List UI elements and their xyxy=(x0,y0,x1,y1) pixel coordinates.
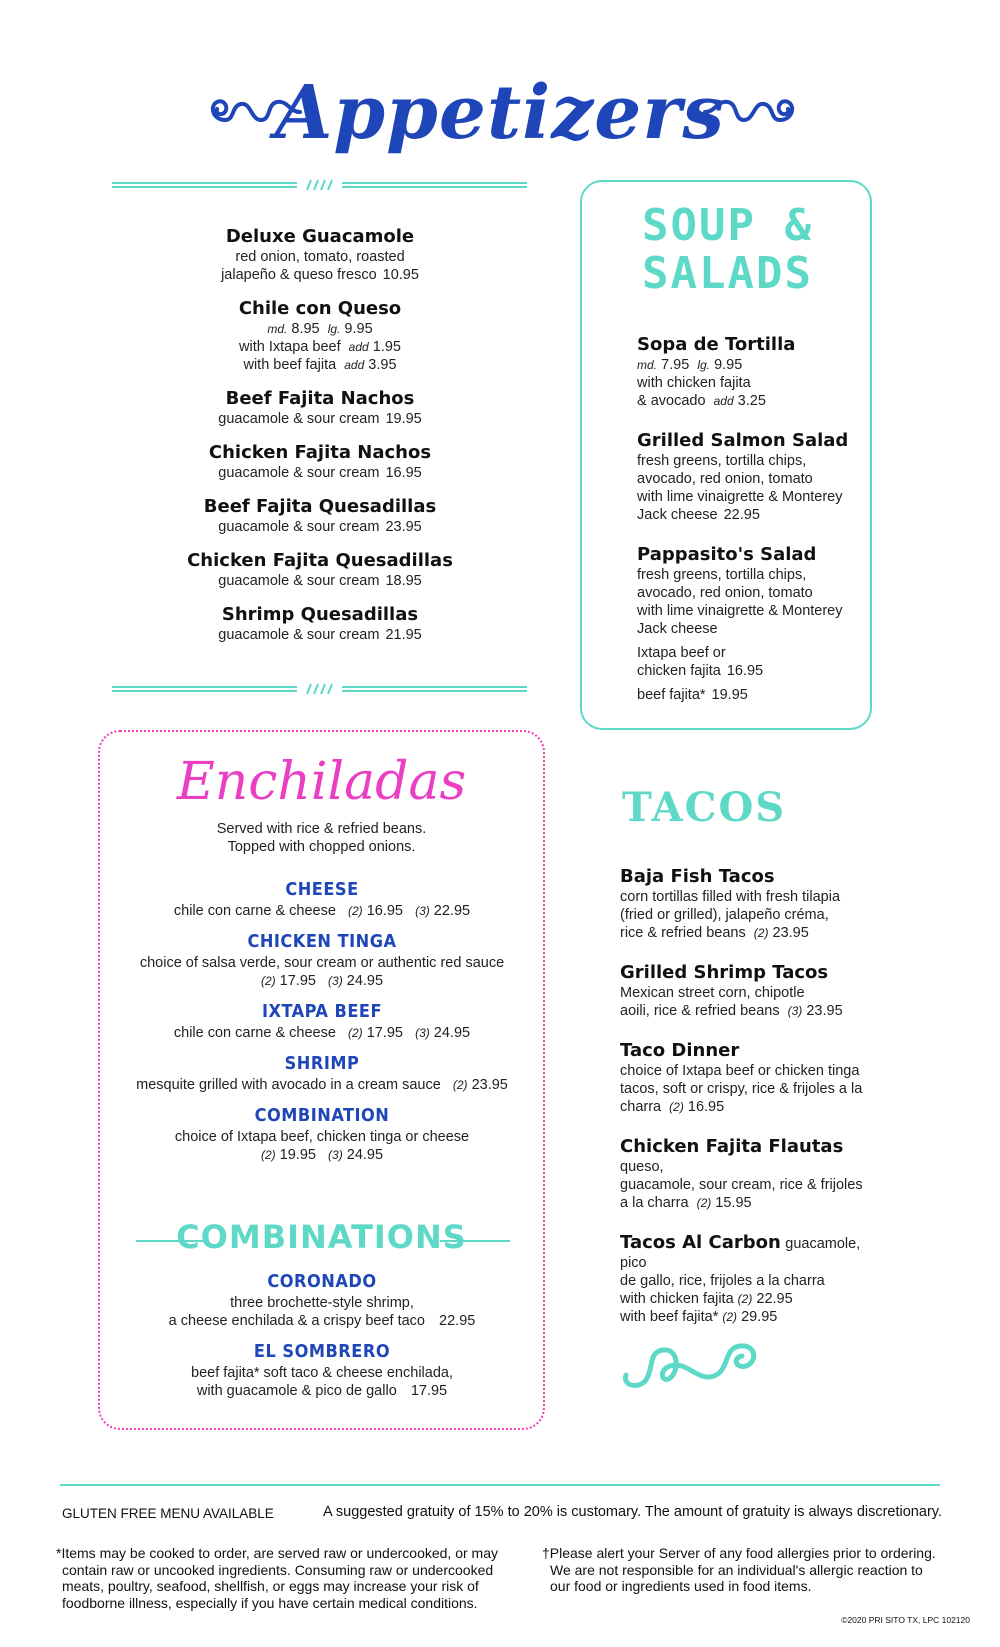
item-desc: guacamole & sour cream xyxy=(218,411,380,427)
item-name: EL SOMBRERO xyxy=(253,1341,391,1362)
footer-rule xyxy=(60,1484,940,1486)
item-desc: with chicken fajita xyxy=(637,375,751,391)
item-price: 24.95 xyxy=(346,973,384,989)
item-name: CORONADO xyxy=(267,1271,377,1292)
item-desc: with Ixtapa beef xyxy=(239,339,341,355)
item-price: 23.95 xyxy=(471,1077,508,1093)
note-line: meats, poultry, seafood, shellfish, or eggs may increase your risk of xyxy=(62,1578,479,1594)
qty-label: (2) xyxy=(753,926,769,940)
size-label: md. xyxy=(637,358,658,372)
list-item xyxy=(150,550,490,590)
item-desc: Mexican street corn, chipotle xyxy=(620,985,805,1001)
item-price: 16.95 xyxy=(366,903,403,919)
qty-label: (2) xyxy=(348,1026,363,1040)
item-price: 1.95 xyxy=(372,339,401,355)
item-name: COMBINATION xyxy=(254,1105,390,1126)
list-item xyxy=(112,878,532,920)
item-price: 23.95 xyxy=(772,925,809,941)
list-item xyxy=(637,334,857,410)
item-price: 29.95 xyxy=(741,1309,778,1325)
item-name: Chicken Fajita Nachos xyxy=(208,442,432,463)
item-desc: guacamole & sour cream xyxy=(218,465,380,481)
tacos-list xyxy=(620,866,890,1346)
item-price: 16.95 xyxy=(385,465,422,481)
enchiladas-intro xyxy=(98,820,545,856)
list-item xyxy=(112,930,532,990)
allergy-notice xyxy=(542,1545,962,1595)
item-desc: Ixtapa beef or xyxy=(637,645,726,661)
item-desc: queso, xyxy=(620,1159,664,1175)
item-desc: guacamole & sour cream xyxy=(218,627,380,643)
list-item xyxy=(150,496,490,536)
item-price: 3.25 xyxy=(737,393,766,409)
item-desc: rice & refried beans xyxy=(620,925,746,941)
item-desc: with guacamole & pico de gallo xyxy=(196,1383,397,1399)
qty-label: (3) xyxy=(415,1026,430,1040)
combinations-list xyxy=(112,1270,532,1410)
item-price: 8.95 xyxy=(291,321,320,337)
soup-salads-list xyxy=(637,334,857,724)
add-label: add xyxy=(713,394,734,408)
list-item xyxy=(150,298,490,374)
item-desc: with chicken fajita xyxy=(620,1291,734,1307)
soup-title-line: SALADS xyxy=(642,248,813,299)
list-item xyxy=(620,1136,890,1212)
qty-label: (3) xyxy=(787,1004,803,1018)
list-item xyxy=(150,226,490,284)
item-price: 7.95 xyxy=(661,357,690,373)
item-name: Chicken Fajita Flautas xyxy=(620,1136,844,1157)
list-item xyxy=(637,544,857,704)
item-name: Deluxe Guacamole xyxy=(225,226,415,247)
item-desc: a la charra xyxy=(620,1195,689,1211)
item-desc: with lime vinaigrette & Monterey xyxy=(637,603,843,619)
qty-label: (2) xyxy=(452,1078,468,1092)
qty-label: (3) xyxy=(328,974,343,988)
item-name: Shrimp Quesadillas xyxy=(221,604,419,625)
soup-title-line: SOUP & xyxy=(642,200,813,251)
item-price: 19.95 xyxy=(711,687,748,703)
item-name: Tacos Al Carbon xyxy=(620,1232,781,1253)
item-desc: (fried or grilled), jalapeño créma, xyxy=(620,907,829,923)
item-name: CHICKEN TINGA xyxy=(247,931,397,952)
qty-label: (2) xyxy=(696,1196,712,1210)
list-item xyxy=(620,962,890,1020)
item-desc: chile con carne & cheese xyxy=(173,903,336,919)
qty-label: (2) xyxy=(260,974,276,988)
size-label: lg. xyxy=(327,322,341,336)
qty-label: (2) xyxy=(348,904,363,918)
item-price: 17.95 xyxy=(366,1025,403,1041)
size-label: md. xyxy=(267,322,288,336)
item-price: 22.95 xyxy=(756,1291,793,1307)
raw-food-warning xyxy=(56,1545,526,1611)
item-price: 23.95 xyxy=(385,519,422,535)
item-price: 18.95 xyxy=(385,573,422,589)
item-desc: guacamole & sour cream xyxy=(218,573,380,589)
item-price: 15.95 xyxy=(715,1195,752,1211)
item-desc: chile con carne & cheese xyxy=(173,1025,336,1041)
item-desc: a cheese enchilada & a crispy beef taco xyxy=(168,1313,425,1329)
list-item xyxy=(150,442,490,482)
note-line: our food or ingredients used in food items. xyxy=(550,1578,812,1594)
size-label: lg. xyxy=(697,358,711,372)
item-desc: with beef fajita* xyxy=(620,1309,719,1325)
item-name: SHRIMP xyxy=(284,1053,360,1074)
item-desc: fresh greens, tortilla chips, xyxy=(637,453,807,469)
item-name: CHEESE xyxy=(285,879,359,900)
item-price: 19.95 xyxy=(279,1147,316,1163)
item-price: 16.95 xyxy=(726,663,764,679)
gratuity-notice: A suggested gratuity of 15% to 20% is customary. The amount of gratuity is always discretionary. xyxy=(323,1504,942,1520)
qty-label: (2) xyxy=(722,1310,738,1324)
item-desc: guacamole, sour cream, rice & frijoles xyxy=(620,1177,863,1193)
soup-salads-title xyxy=(642,202,842,298)
note-line: foodborne illness, especially if you have certain medical conditions. xyxy=(62,1594,478,1611)
item-desc: with beef fajita xyxy=(243,357,337,373)
qty-label: (2) xyxy=(260,1148,276,1162)
item-price: 17.95 xyxy=(410,1383,448,1399)
page-title: Appetizers xyxy=(274,70,726,156)
item-name: Grilled Salmon Salad xyxy=(637,430,849,451)
item-desc: fresh greens, tortilla chips, xyxy=(637,567,807,583)
item-desc: & avocado xyxy=(637,393,706,409)
note-line: We are not responsible for an individual's allergic reaction to xyxy=(550,1561,923,1578)
item-desc: tacos, soft or crispy, rice & frijoles a la xyxy=(620,1081,863,1097)
item-desc: three brochette-style shrimp, xyxy=(230,1295,414,1311)
copyright: ©2020 PRI SITO TX, LPC 102120 xyxy=(841,1615,970,1625)
gluten-free-notice: GLUTEN FREE MENU AVAILABLE xyxy=(62,1506,274,1521)
item-name: Beef Fajita Nachos xyxy=(225,388,415,409)
intro-line: Served with rice & refried beans. xyxy=(216,821,427,837)
item-desc: avocado, red onion, tomato xyxy=(637,471,813,487)
item-price: 19.95 xyxy=(385,411,422,427)
list-item xyxy=(112,1270,532,1330)
item-price: 24.95 xyxy=(433,1025,471,1041)
qty-label: (3) xyxy=(328,1148,343,1162)
combinations-title: COMBINATIONS xyxy=(176,1218,467,1256)
list-item xyxy=(620,1040,890,1116)
note-line: *Items may be cooked to order, are served raw or undercooked, or may xyxy=(56,1545,498,1561)
item-name: Grilled Shrimp Tacos xyxy=(620,962,829,983)
list-item xyxy=(112,1104,532,1164)
item-price: 21.95 xyxy=(385,627,422,643)
item-price: 10.95 xyxy=(382,267,419,283)
list-item xyxy=(150,388,490,428)
item-price: 16.95 xyxy=(687,1099,725,1115)
tacos-title: TACOS xyxy=(622,784,787,831)
item-desc: jalapeño & queso fresco xyxy=(221,267,377,283)
item-desc: with lime vinaigrette & Monterey xyxy=(637,489,843,505)
item-name: Sopa de Tortilla xyxy=(637,334,796,355)
note-line: contain raw or uncooked ingredients. Consuming raw or undercooked xyxy=(62,1561,494,1578)
item-price: 22.95 xyxy=(723,507,760,523)
item-desc: avocado, red onion, tomato xyxy=(637,585,813,601)
item-price: 17.95 xyxy=(279,973,316,989)
swirl-ornament-right-icon xyxy=(700,90,810,130)
item-price: 9.95 xyxy=(714,357,743,373)
item-desc: choice of salsa verde, sour cream or authentic red sauce xyxy=(139,955,505,971)
qty-label: (2) xyxy=(737,1292,753,1306)
item-desc: choice of Ixtapa beef or chicken tinga xyxy=(620,1063,860,1079)
item-name: Beef Fajita Quesadillas xyxy=(203,496,437,517)
item-name: Chile con Queso xyxy=(238,298,402,319)
wavy-divider-bottom-icon xyxy=(112,682,527,696)
item-name: Baja Fish Tacos xyxy=(620,866,775,887)
item-price: 3.95 xyxy=(368,357,397,373)
item-name: Chicken Fajita Quesadillas xyxy=(187,550,453,571)
item-desc: red onion, tomato, roasted xyxy=(235,249,405,265)
item-desc: mesquite grilled with avocado in a cream sauce xyxy=(136,1077,441,1093)
appetizer-list xyxy=(150,226,490,658)
item-desc: beef fajita* soft taco & cheese enchilada, xyxy=(191,1365,453,1381)
curl-ornament-icon xyxy=(618,1330,768,1400)
enchiladas-list xyxy=(112,878,532,1174)
item-desc: Jack cheese xyxy=(637,507,718,523)
list-item xyxy=(150,604,490,644)
item-desc: choice of Ixtapa beef, chicken tinga or cheese xyxy=(174,1129,470,1145)
item-desc: corn tortillas filled with fresh tilapia xyxy=(620,889,841,905)
list-item xyxy=(112,1000,532,1042)
item-desc: beef fajita* xyxy=(637,687,706,703)
item-price: 22.95 xyxy=(439,1313,476,1329)
enchiladas-title: Enchiladas xyxy=(176,752,467,812)
item-desc: guacamole, pico xyxy=(620,1236,861,1271)
item-desc: Jack cheese xyxy=(637,621,718,637)
list-item xyxy=(637,430,857,524)
list-item xyxy=(112,1340,532,1400)
item-price: 23.95 xyxy=(806,1003,843,1019)
item-price: 9.95 xyxy=(344,321,373,337)
item-price: 24.95 xyxy=(346,1147,384,1163)
intro-line: Topped with chopped onions. xyxy=(227,839,416,855)
qty-label: (3) xyxy=(415,904,430,918)
item-price: 22.95 xyxy=(433,903,471,919)
list-item xyxy=(112,1052,532,1094)
note-line: †Please alert your Server of any food allergies prior to ordering. xyxy=(542,1545,936,1561)
add-label: add xyxy=(348,340,369,354)
item-desc: aoili, rice & refried beans xyxy=(620,1003,780,1019)
item-name: IXTAPA BEEF xyxy=(261,1001,383,1022)
item-desc: de gallo, rice, frijoles a la charra xyxy=(620,1273,825,1289)
wavy-divider-top-icon xyxy=(112,178,527,192)
list-item xyxy=(620,1232,890,1326)
item-desc: charra xyxy=(620,1099,662,1115)
qty-label: (2) xyxy=(669,1100,684,1114)
item-name: Taco Dinner xyxy=(620,1040,740,1061)
item-desc: guacamole & sour cream xyxy=(218,519,380,535)
item-name: Pappasito's Salad xyxy=(637,544,817,565)
add-label: add xyxy=(344,358,365,372)
item-desc: chicken fajita xyxy=(637,663,721,679)
list-item xyxy=(620,866,890,942)
